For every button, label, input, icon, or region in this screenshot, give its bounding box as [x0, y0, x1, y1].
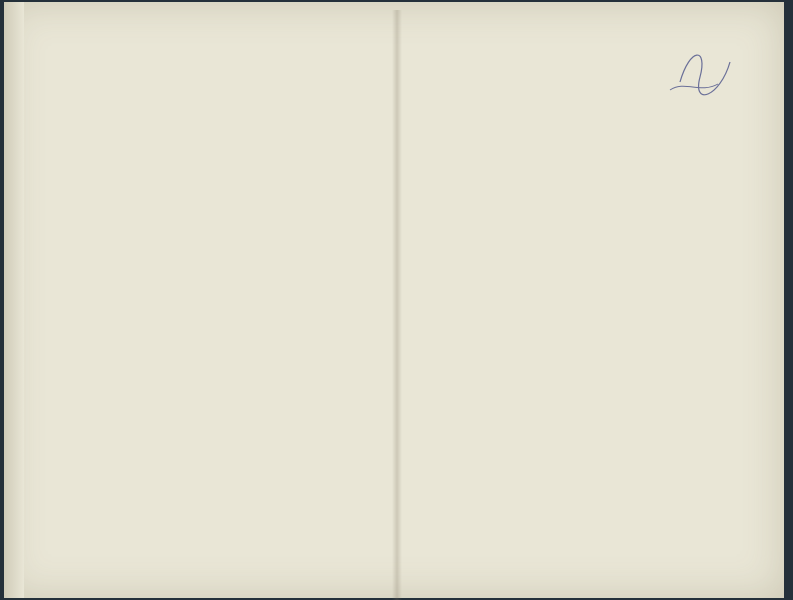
signature-mark	[660, 42, 740, 102]
page-left-edge	[4, 2, 24, 598]
page-fold	[392, 10, 402, 600]
header-category	[253, 160, 281, 190]
